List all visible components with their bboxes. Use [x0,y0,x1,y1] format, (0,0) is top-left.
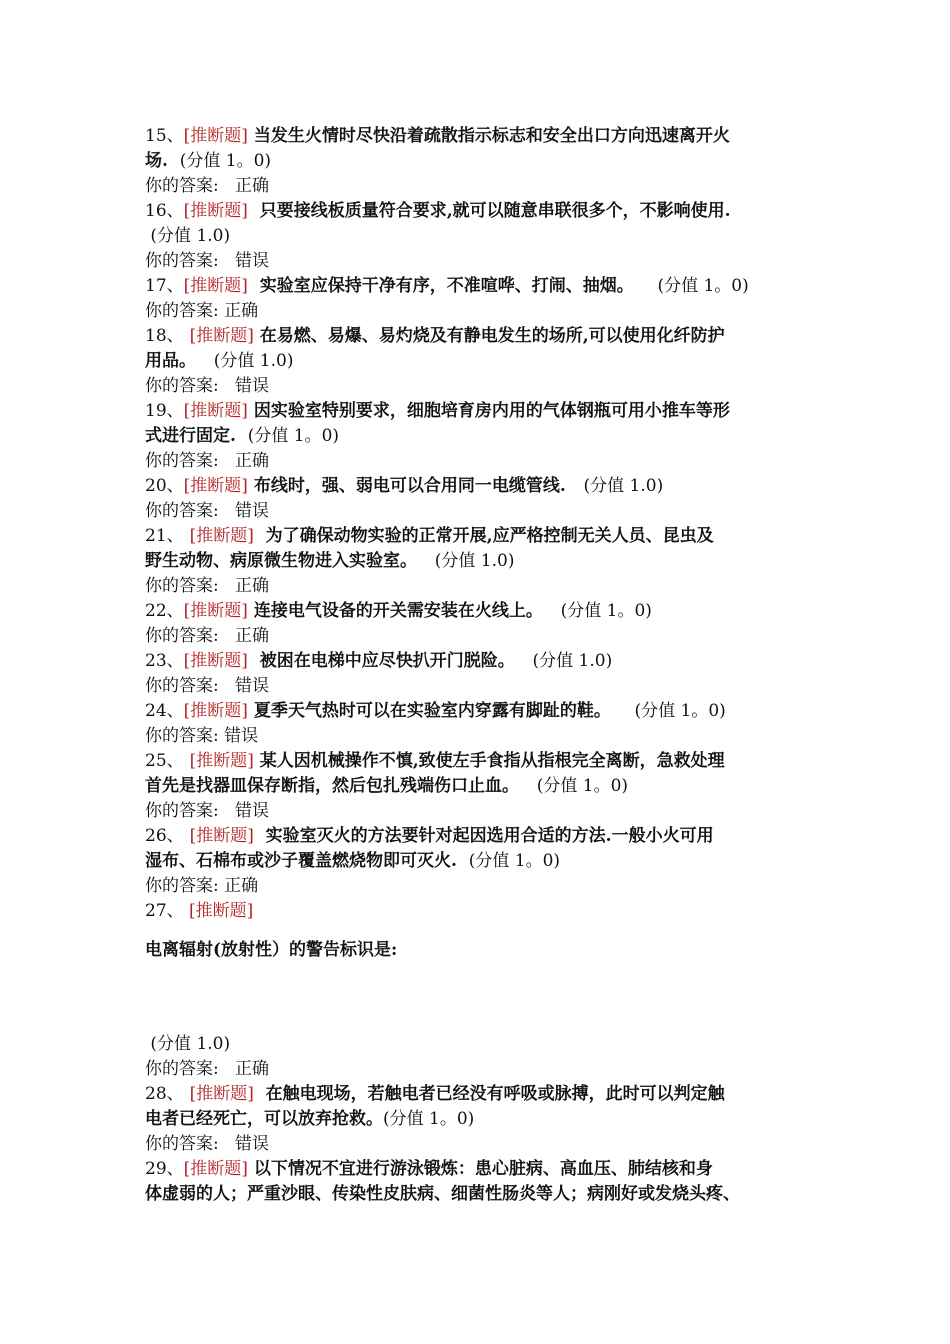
question-item [145,1157,815,1207]
question-number: 15、 [145,126,184,146]
question-text: 野生动物、病原微生物进入实验室。 [145,551,417,571]
question-number: 28、 [145,1084,184,1104]
answer-label: 你的答案: [145,626,219,646]
question-number: 22、 [145,601,184,621]
answer-label: 你的答案: [145,501,219,521]
score-value: (分值 1。0) [179,151,272,171]
answer-label: 你的答案: [145,1059,219,1079]
question-text: 用品。 [145,351,196,371]
question-number: 23、 [145,651,184,671]
question-item [145,899,815,1082]
question-number: 27、 [145,901,184,921]
question-text: 夏季天气热时可以在实验室内穿露有脚趾的鞋。 [253,701,611,721]
question-text: 以下情况不宜进行游泳锻炼：患心脏病、高血压、肺结核和身 [253,1159,713,1179]
answer-label: 你的答案: [145,676,219,696]
question-type-tag: [推断题] [183,401,248,421]
answer-label: 你的答案: [145,801,219,821]
question-item [145,199,815,274]
answer-label: 你的答案: [145,876,219,896]
score-value: (分值 1。0) [657,276,749,296]
score-value: (分值 1。0) [468,851,561,871]
answer-value: 正确 [234,1059,269,1079]
question-type-tag: [推断题] [183,201,248,221]
answer-value: 正确 [234,451,269,471]
answer-value: 错误 [234,801,269,821]
exam-answer-sheet [145,124,815,1207]
question-type-tag: [推断题] [189,751,254,771]
answer-value: 正确 [234,576,269,596]
question-item [145,524,815,599]
question-number: 20、 [145,476,184,496]
question-item [145,474,815,524]
score-value: (分值 1.0) [213,351,294,371]
question-item [145,1082,815,1157]
question-type-tag: [推断题] [183,1159,248,1179]
question-number: 26、 [145,826,184,846]
question-type-tag: [推断题] [189,1084,254,1104]
answer-value: 正确 [234,176,269,196]
question-item [145,399,815,474]
question-text: 布线时，强、弱电可以合用同一电缆管线. [253,476,566,496]
question-type-tag: [推断题] [189,326,254,346]
question-item [145,599,815,649]
question-text: 电离辐射(放射性）的警告标识是: [145,940,398,960]
answer-value: 正确 [234,626,269,646]
question-type-tag: [推断题] [183,276,248,296]
answer-value: 错误 [234,501,269,521]
answer-label: 你的答案: [145,1134,219,1154]
warning-sign-image-area [145,963,815,1032]
question-text: 因实验室特别要求，细胞培育房内用的气体钢瓶可用小推车等形 [253,401,730,421]
score-value: (分值 1。0) [634,701,726,721]
question-text: 体虚弱的人；严重沙眼、传染性皮肤病、细菌性肠炎等人；病刚好或发烧头疼、 [145,1184,740,1204]
question-type-tag: [推断题] [183,126,248,146]
score-value: (分值 1。0) [247,426,340,446]
question-type-tag: [推断题] [189,526,254,546]
question-type-tag: [推断题] [183,476,248,496]
question-text: 场. [145,151,168,171]
answer-label: 你的答案: [145,251,219,271]
score-value: (分值 1。0) [383,1109,475,1129]
question-text: 式进行固定. [145,426,236,446]
score-value: (分值 1.0) [434,551,515,571]
score-value: (分值 1.0) [150,1034,231,1054]
question-text: 电者已经死亡，可以放弃抢救。 [145,1109,383,1129]
answer-label: 你的答案: [145,576,219,596]
question-text: 实验室灭火的方法要针对起因选用合适的方法.一般小火可用 [265,826,714,846]
question-item [145,124,815,199]
answer-value: 正确 [224,301,259,321]
score-value: (分值 1。0) [560,601,652,621]
score-value: (分值 1.0) [150,226,231,246]
question-item [145,749,815,824]
answer-value: 错误 [234,676,269,696]
answer-value: 错误 [234,1134,269,1154]
answer-label: 你的答案: [145,376,219,396]
answer-label: 你的答案: [145,726,219,746]
question-item [145,274,815,324]
question-number: 18、 [145,326,184,346]
question-type-tag: [推断题] [189,901,254,921]
question-number: 21、 [145,526,184,546]
question-item [145,824,815,899]
question-number: 25、 [145,751,184,771]
question-item [145,649,815,699]
answer-label: 你的答案: [145,176,219,196]
question-text: 在触电现场，若触电者已经没有呼吸或脉搏，此时可以判定触 [265,1084,725,1104]
answer-value: 正确 [224,876,259,896]
question-number: 29、 [145,1159,184,1179]
question-number: 16、 [145,201,184,221]
question-type-tag: [推断题] [183,651,248,671]
question-text: 实验室应保持干净有序，不准喧哗、打闹、抽烟。 [259,276,634,296]
question-text: 首先是找器皿保存断指，然后包扎残端伤口止血。 [145,776,519,796]
answer-label: 你的答案: [145,451,219,471]
question-type-tag: [推断题] [183,601,248,621]
question-text: 被困在电梯中应尽快扒开门脱险。 [259,651,515,671]
answer-value: 错误 [234,376,269,396]
question-text: 只要接线板质量符合要求,就可以随意串联很多个，不影响使用. [259,201,731,221]
question-type-tag: [推断题] [183,701,248,721]
answer-value: 错误 [224,726,259,746]
question-text: 在易燃、易爆、易灼烧及有静电发生的场所,可以使用化纤防护 [259,326,725,346]
question-text: 某人因机械操作不慎,致使左手食指从指根完全离断，急救处理 [259,751,725,771]
question-text: 连接电气设备的开关需安装在火线上。 [253,601,543,621]
question-text: 为了确保动物实验的正常开展,应严格控制无关人员、昆虫及 [265,526,714,546]
question-item [145,699,815,749]
question-text: 当发生火情时尽快沿着疏散指示标志和安全出口方向迅速离开火 [253,126,730,146]
answer-value: 错误 [234,251,269,271]
score-value: (分值 1.0) [583,476,664,496]
question-number: 17、 [145,276,184,296]
answer-label: 你的答案: [145,301,219,321]
question-item [145,324,815,399]
question-number: 24、 [145,701,184,721]
question-type-tag: [推断题] [189,826,254,846]
score-value: (分值 1.0) [532,651,613,671]
question-text: 湿布、石棉布或沙子覆盖燃烧物即可灭火. [145,851,457,871]
question-number: 19、 [145,401,184,421]
score-value: (分值 1。0) [536,776,629,796]
